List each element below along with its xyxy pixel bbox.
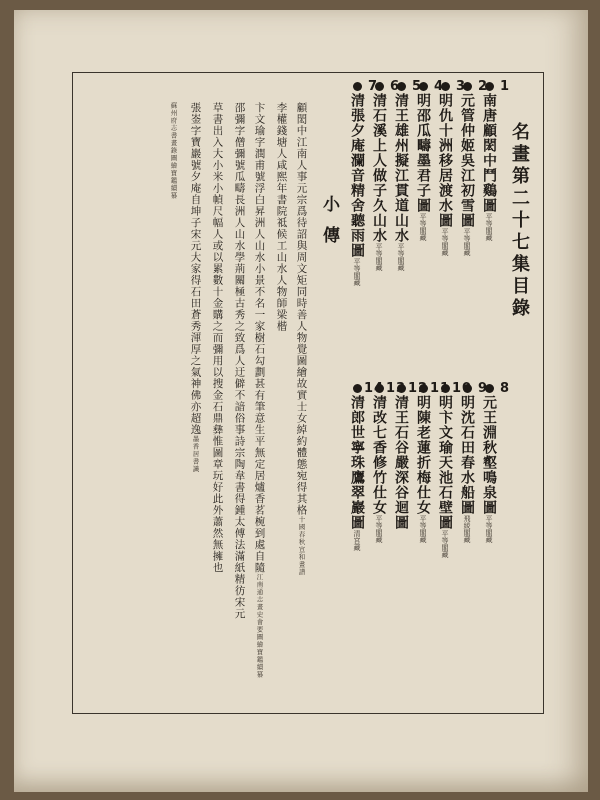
- biography-line-3: 卞文瑜字潤甫號浮白昇洲人山水小景不名一家樹石勾劃甚有筆意生平無定居爐香茗椀到處自隨江南通志畫史會要圖繪寶鑑續纂: [253, 102, 266, 679]
- catalog-entry-2: 2 元管仲姬吳江初雪圖平等閣藏: [459, 79, 489, 256]
- catalog-entry-11: 11 明陳老蓮折梅仕女平等閣藏: [415, 381, 451, 543]
- catalogue-page: [14, 10, 588, 792]
- biography-line-2: 李權錢塘人咸熙年書院祗候工山水人物師梁楷: [275, 102, 288, 332]
- biography-line-1: 顧閎中江南人事元宗爲待詔與周文矩同時善人物覺圖繪故實士女綽約體態宛得其格十國春秋宣和畫譜: [295, 102, 308, 576]
- section-heading: 小傳: [319, 195, 339, 257]
- biography-line-4: 邵彌字僧彌號瓜疇長洲人山水學荊關極古秀之致爲人迂僻不諳俗事詩宗陶韋書得鍾太傅法滿紙精彷宋元: [233, 102, 246, 620]
- catalog-entry-5: 5 清王雄州擬江貫道山水平等閣藏: [393, 79, 423, 271]
- catalog-entry-3: 3 明仇十洲移居渡水圖平等閣藏: [437, 79, 467, 256]
- catalog-entry-9: 9 明沈石田春水船圖飛綾閣藏: [459, 381, 489, 543]
- catalog-entry-6: 6 清石溪上人做子久山水平等閣藏: [371, 79, 401, 271]
- catalog-entry-7: 7 清張夕庵瀾音精舍聽雨圖平等閣藏: [349, 79, 379, 286]
- catalog-entry-10: 10 明卞文瑜天池石壁圖平等閣藏: [437, 381, 473, 558]
- catalog-entry-14: 14 清郎世寧珠鷹翠巖圖清宮藏: [349, 381, 385, 551]
- biography-line-5: 草書出入大小米小幀尺幅人或以累數十金購之而彌用以搜金石鼎彝惟圖章玩好此外蕭然無擁也: [211, 102, 224, 574]
- catalog-entry-12: 12 清王石谷嚴深谷迴圖: [393, 381, 429, 530]
- circle-bullet-icon: [353, 384, 362, 393]
- catalog-entry-13: 13 清改七香修竹仕女平等閣藏: [371, 381, 407, 543]
- catalog-entry-8: 8 元王淵秋壑鳴泉圖平等閣藏: [481, 381, 511, 543]
- biography-line-7: 蘇州府志書畫錄圖繪寶鑑續纂: [169, 102, 178, 200]
- biography-line-6: 張崟字寶巖號夕庵自坤子宋元大家得石田蒼秀渾厚之氣神佛亦超逸墨香居書識: [189, 102, 202, 473]
- circle-bullet-icon: [353, 82, 362, 91]
- catalog-entry-4: 4 明邵瓜疇墨君子圖平等閣藏: [415, 79, 445, 241]
- page-title: 名畫第二十七集目錄: [509, 122, 530, 320]
- catalog-entry-1: 1 南唐顧閎中鬥鷄圖平等閣藏: [481, 79, 511, 241]
